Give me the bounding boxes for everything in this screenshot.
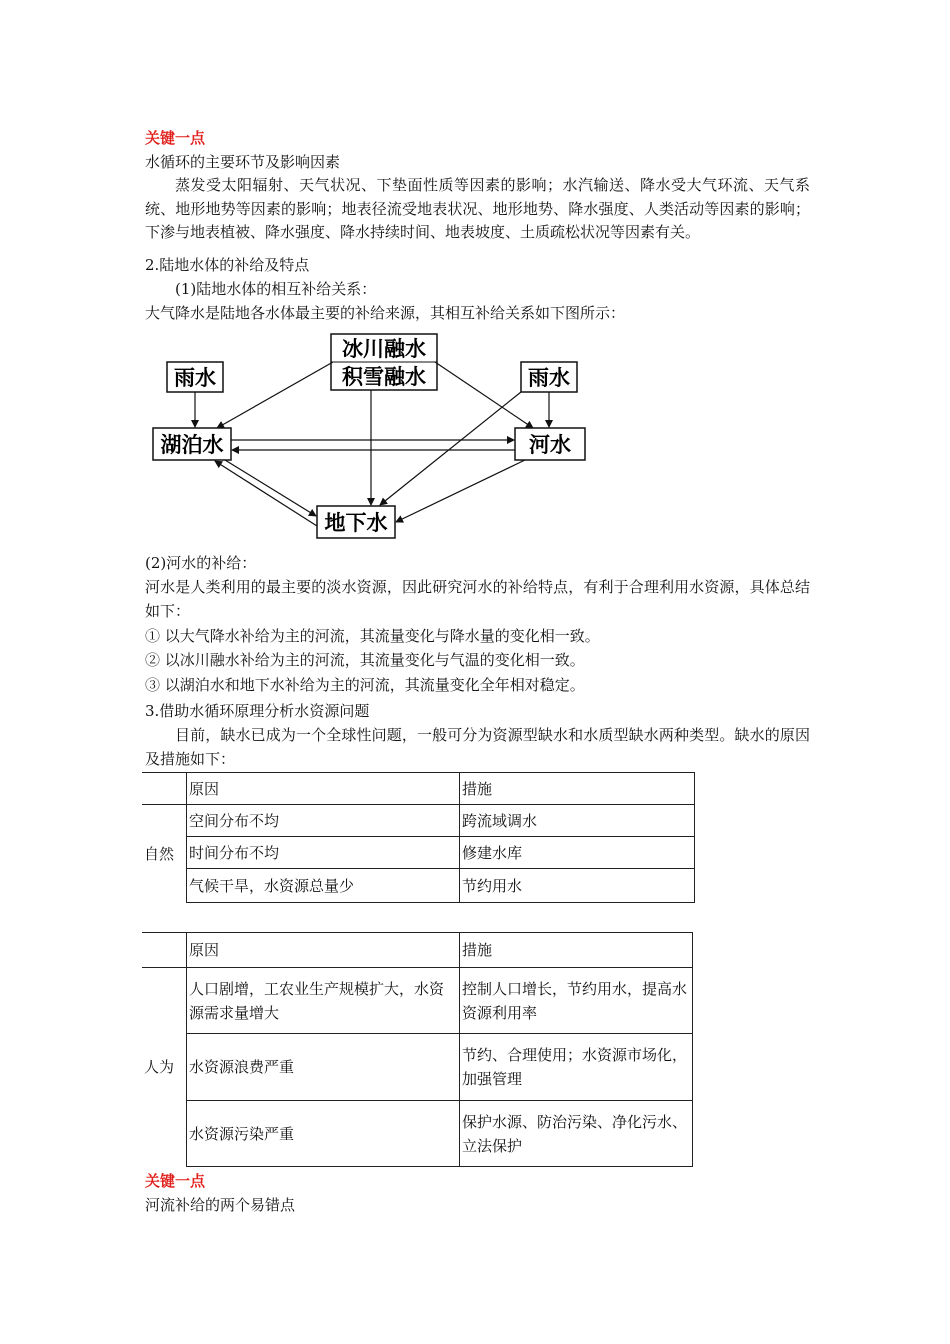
subsection-2-1: (1)陆地水体的相互补给关系： [175, 280, 377, 298]
paragraph-river-supply: 河水是人类利用的最主要的淡水资源，因此研究河水的补给特点，有利于合理利用水资源，具体总结如下： [145, 578, 810, 620]
glacier-node [331, 334, 437, 390]
header-measure: 措施 [460, 933, 693, 968]
header-cause: 原因 [187, 933, 460, 968]
section-title-3: 3.借助水循环原理分析水资源问题 [145, 702, 370, 720]
list-item-1: ① 以大气降水补给为主的河流，其流量变化与降水量的变化相一致。 [145, 627, 600, 645]
table-cell: 跨流域调水 [460, 805, 695, 837]
lake-node [153, 428, 231, 460]
rain-right-label: 雨水 [528, 366, 570, 390]
table-cell: 空间分布不均 [187, 805, 460, 837]
subtitle-river-errors: 河流补给的两个易错点 [145, 1196, 296, 1214]
category-human: 人为 [142, 968, 187, 1167]
subsection-2-2: (2)河水的补给： [145, 554, 257, 572]
table-cell: 气候干旱，水资源总量少 [187, 869, 460, 903]
paragraph-factors: 蒸发受太阳辐射、天气状况、下垫面性质等因素的影响；水汽输送、降水受大气环流、天气系统、地形地势等因素的影响；地表径流受地表状况、地形地势、降水强度、人类活动等因素的影响；下渗与地表植被、降水强度、降水持续时间、地表坡度、土质疏松状况等因素有关。 [145, 176, 810, 241]
section-title-2: 2.陆地水体的补给及特点 [145, 256, 310, 274]
table-cell: 控制人口增长，节约用水，提高水资源利用率 [460, 968, 693, 1034]
lake-label: 湖泊水 [160, 433, 224, 457]
list-item-3: ③ 以湖泊水和地下水补给为主的河流，其流量变化全年相对稳定。 [145, 676, 585, 694]
table-cell: 保护水源、防治污染、净化污水、立法保护 [460, 1101, 693, 1167]
rain-left-node [167, 362, 223, 392]
river-node [515, 428, 585, 460]
category-natural: 自然 [142, 805, 187, 903]
natural-causes-table [142, 772, 695, 903]
table-cell: 节约用水 [460, 869, 695, 903]
table-cell: 节约、合理使用；水资源市场化，加强管理 [460, 1034, 693, 1101]
groundwater-label: 地下水 [324, 511, 388, 535]
snow-label: 积雪融水 [342, 365, 426, 389]
header-measure: 措施 [460, 773, 695, 805]
river-label: 河水 [529, 433, 571, 457]
subtitle-water-cycle: 水循环的主要环节及影响因素 [145, 153, 341, 171]
header-cause: 原因 [187, 773, 460, 805]
list-item-2: ② 以冰川融水补给为主的河流，其流量变化与气温的变化相一致。 [145, 651, 585, 669]
table-cell: 时间分布不均 [187, 837, 460, 869]
rain-right-node [521, 362, 577, 392]
water-supply-diagram [145, 330, 595, 540]
rain-left-label: 雨水 [174, 366, 216, 390]
table-cell: 人口剧增，工农业生产规模扩大，水资源需求量增大 [187, 968, 460, 1034]
key-point-heading-2: 关键一点 [145, 1172, 206, 1190]
glacier-label: 冰川融水 [342, 337, 426, 361]
paragraph-shortage: 目前，缺水已成为一个全球性问题，一般可分为资源型缺水和水质型缺水两种类型。缺水的原因及措施如下： [145, 726, 810, 768]
table-cell: 修建水库 [460, 837, 695, 869]
table-cell: 水资源浪费严重 [187, 1034, 460, 1101]
groundwater-node [317, 506, 395, 538]
human-causes-table [142, 932, 693, 1167]
table-cell: 水资源污染严重 [187, 1101, 460, 1167]
paragraph-supply-intro: 大气降水是陆地各水体最主要的补给来源，其相互补给关系如下图所示： [145, 304, 626, 322]
table-corner [142, 773, 187, 805]
table-corner [142, 933, 187, 968]
key-point-heading: 关键一点 [145, 129, 206, 147]
